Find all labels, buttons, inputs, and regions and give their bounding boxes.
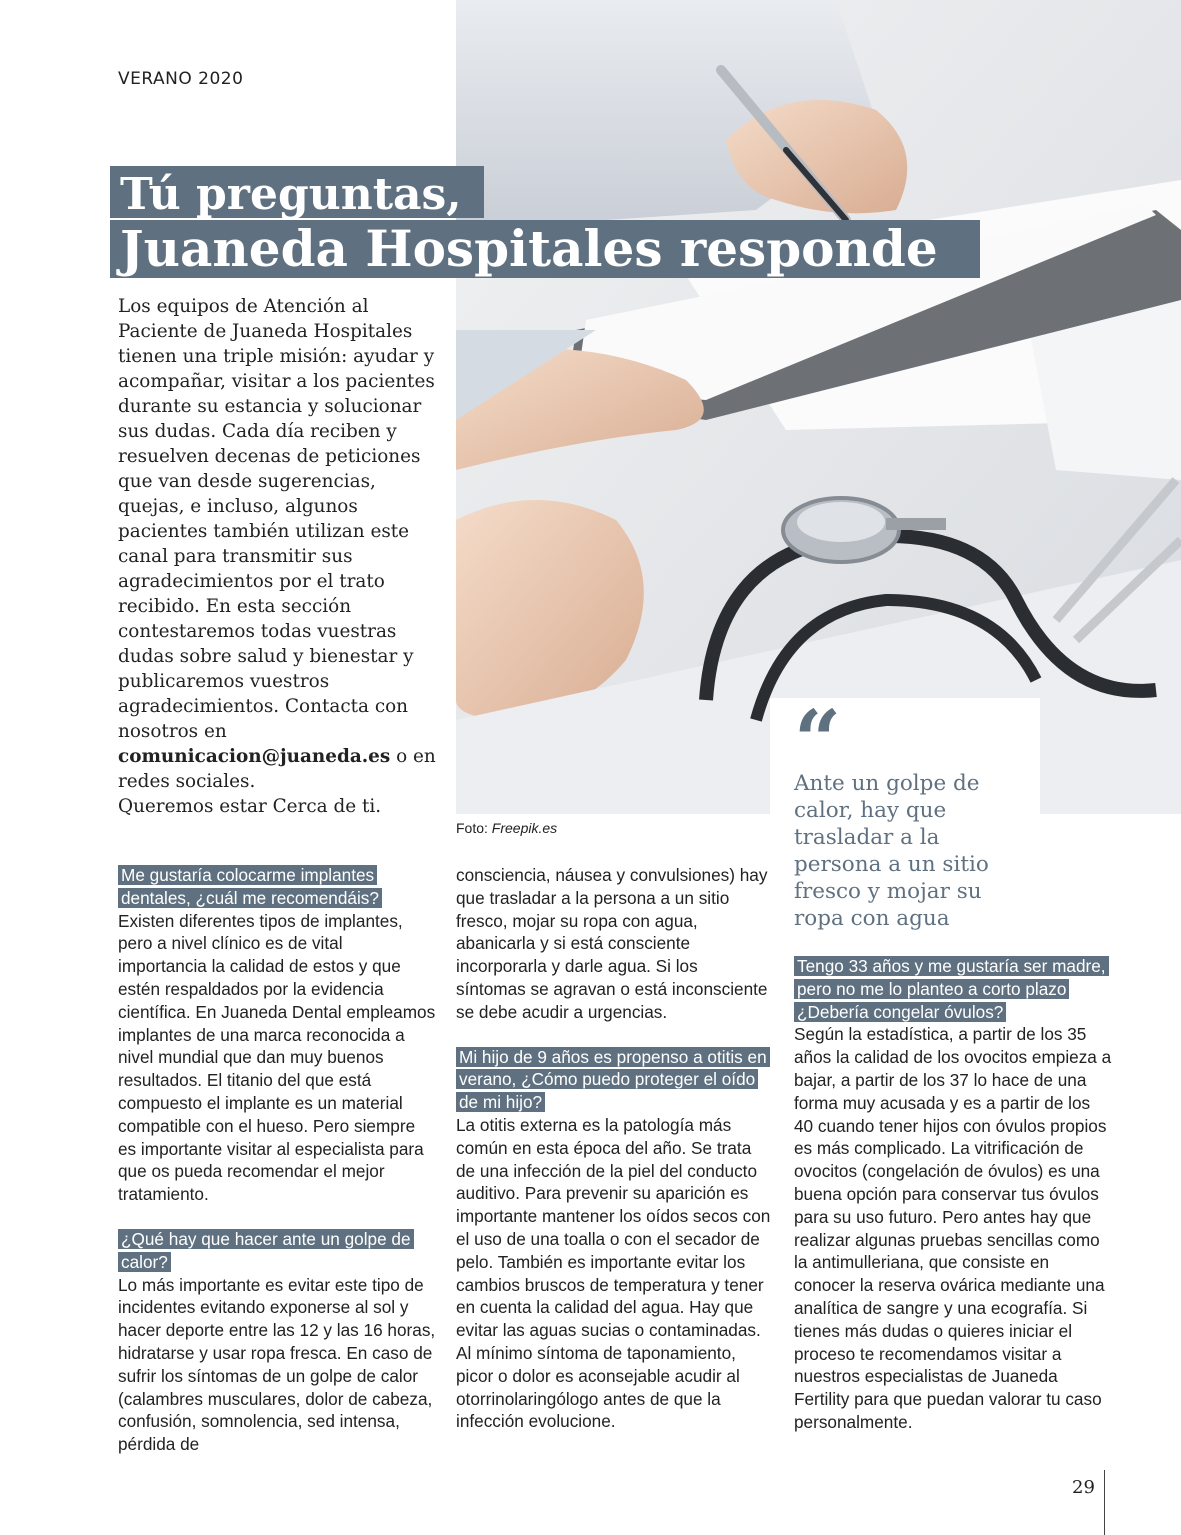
column-1 xyxy=(118,864,436,1456)
qa-question xyxy=(794,955,1112,1023)
page-number-rule xyxy=(1104,1470,1105,1535)
question-highlight: Tengo 33 años y me gustaría ser madre, pero no me lo planteo a corto plazo ¿Debería congelar óvulos? xyxy=(794,956,1109,1022)
intro-body: Los equipos de Atención al Paciente de Juaneda Hospitales tienen una triple misión: ayudar y acompañar, visitar a los pacientes durante su estancia y solucionar sus dudas. Cada día reciben y resuelven decenas de peticiones que van desde sugerencias, quejas, e incluso, algunos pacientes también utilizan este canal para transmitir sus agradecimientos por el trato recibido. En esta sección contestaremos todas vuestras dudas sobre salud y bienestar y publicaremos vuestros agradecimientos. Contacta con nosotros en xyxy=(118,296,435,742)
doctor-stethoscope-photo xyxy=(456,0,1181,814)
column-2 xyxy=(456,864,772,1433)
contact-email-link[interactable]: comunicacion@juaneda.es xyxy=(118,746,391,767)
title-line-1: Tú preguntas, xyxy=(110,166,484,218)
question-highlight: ¿Qué hay que hacer ante un golpe de calor? xyxy=(118,1229,414,1272)
column-3 xyxy=(794,955,1112,1434)
qa-answer: Lo más importante es evitar este tipo de incidentes evitando exponerse al sol y hacer deporte entre las 12 y las 16 horas, hidratarse y usar ropa fresca. En caso de sufrir los síntomas de un golpe de calor (calambres musculares, dolor de cabeza, confusión, somnolencia, sed intensa, pérdida de xyxy=(118,1274,436,1455)
question-highlight: Mi hijo de 9 años es propenso a otitis en verano, ¿Cómo puedo proteger el oído de mi hijo? xyxy=(456,1047,770,1113)
qa-question xyxy=(118,1228,436,1274)
qa-answer: La otitis externa es la patología más común en esta época del año. Se trata de una infección de la piel del conducto auditivo. Para prevenir su aparición es importante mantener los oídos secos con el uso de una toalla o con el secador de pelo. También es importante evitar los cambios bruscos de temperatura y tener en cuenta la calidad del agua. Hay que evitar las aguas sucias o contaminadas. Al mínimo síntoma de taponamiento, picor o dolor es aconsejable acudir al otorrinolaringólogo antes de que la infección evolucione. xyxy=(456,1114,771,1432)
caption-source: Freepik.es xyxy=(491,820,558,836)
title-line-2: Juaneda Hospitales responde xyxy=(110,220,980,278)
intro-closing: Queremos estar Cerca de ti. xyxy=(118,796,382,817)
qa-answer: Según la estadística, a partir de los 35 años la calidad de los ovocitos empieza a bajar, a partir de los 37 lo hace de una forma muy acusada y es a partir de los 40 cuando tener hijos con óvulos propios es más complicado. La vitrificación de ovocitos (congelación de óvulos) es una buena opción para conservar tus óvulos para su uso futuro. Pero antes hay que realizar algunas pruebas sencillas como la antimulleriana, que consiste en conocer la reserva ovárica mediante una analítica de sangre y una ecografía. Si tienes más dudas o quieres iniciar el proceso te recomendamos visitar a nuestros especialistas de Juaneda Fertility para que puedan valorar tu caso personalmente. xyxy=(794,1024,1112,1432)
intro-social: o en redes sociales. xyxy=(118,746,436,792)
qa-answer: Existen diferentes tipos de implantes, pero a nivel clínico es de vital importancia la calidad de estos y que estén respaldados por la evidencia científica. En Juaneda Dental empleamos implantes de una marca reconocida a nivel mundial que dan muy buenos resultados. El titanio del que está compuesto el implante es un material compatible con el hueso. Pero siempre es importante visitar al especialista para que os pueda recomendar el mejor tratamiento. xyxy=(118,910,436,1205)
page-number: 29 xyxy=(1072,1477,1095,1498)
qa-answer-continued: consciencia, náusea y convulsiones) hay que trasladar a la persona a un sitio fresco, mojar su ropa con agua, abanicarla y si está consciente incorporarla y darle agua. Si los síntomas se agravan o está inconsciente se debe acudir a urgencias. xyxy=(456,865,768,1022)
issue-date: VERANO 2020 xyxy=(118,69,244,89)
photo-caption xyxy=(456,820,557,836)
qa-question xyxy=(118,864,436,910)
qa-question xyxy=(456,1046,772,1114)
quote-mark-icon: “ xyxy=(794,693,842,789)
pull-quote-text: Ante un golpe de calor, hay que trasladar a la persona a un sitio fresco y mojar su ropa con agua xyxy=(794,771,989,931)
intro-text xyxy=(118,294,438,819)
question-highlight: Me gustaría colocarme implantes dentales, ¿cuál me recomendáis? xyxy=(118,865,382,908)
caption-label: Foto: xyxy=(456,820,488,836)
